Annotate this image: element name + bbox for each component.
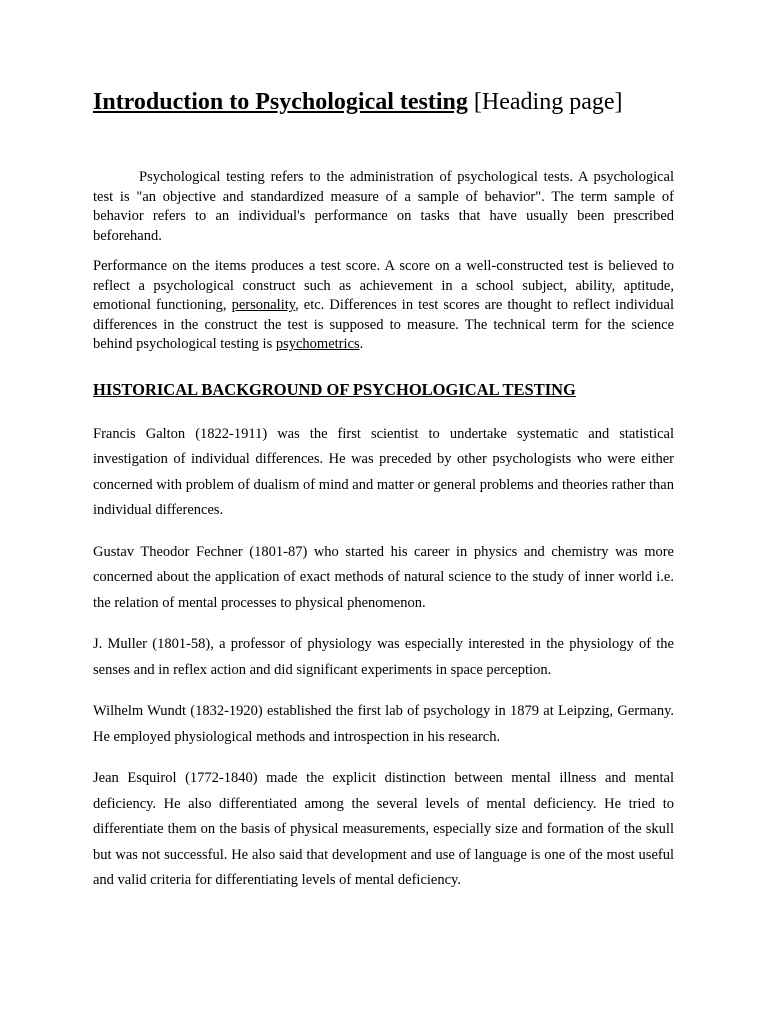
intro-paragraph-2-text-a: Performance on the items produces a test score. A score on a well-constructed test is believed to reflect a psychological construct such as achievement in a school subject, ability, aptitude, emotional functioning, — [93, 258, 674, 313]
history-paragraph-galton: Francis Galton (1822-1911) was the first scientist to undertake systematic and statistical investigation of individual differences. He was preceded by other psychologists who were either concerned with problem of dualism of mind and matter or general problems and theories rather than individual differences. — [93, 425, 674, 518]
history-paragraph-fechner: Gustav Theodor Fechner (1801-87) who started his career in physics and chemistry was more concerned about the application of exact methods of natural science to the study of inner world i.e. the relation of mental processes to physical phenomenon. — [93, 543, 674, 611]
history-paragraph-muller: J. Muller (1801-58), a professor of physiology was especially interested in the physiology of the senses and in reflex action and did significant experiments in space perception. — [93, 636, 674, 678]
history-paragraph-wundt: Wilhelm Wundt (1832-1920) established the first lab of psychology in 1879 at Leipzing, Germany. He employed physiological methods and introspection in his research. — [93, 703, 674, 745]
intro-paragraph-1: Psychological testing refers to the administration of psychological tests. A psychological test is "an objective and standardized measure of a sample of behavior". The term sample of behavior refers to an individual's performance on tasks that have usually been prescribed beforehand. — [93, 169, 674, 244]
document-body — [93, 86, 674, 894]
page-title — [93, 86, 674, 118]
intro-paragraph-2-text-b: , etc. Differences in test scores are thought to reflect individual differences in the construct the test is supposed to measure. The technical term for the science behind psychological testing is — [93, 297, 674, 352]
psychometrics-link[interactable]: psychometrics — [275, 336, 360, 352]
intro-paragraph-2 — [93, 257, 674, 355]
page-title-main: Introduction to Psychological testing — [93, 89, 468, 115]
intro-paragraph-2-text-c: . — [359, 336, 364, 352]
history-paragraph-esquirol: Jean Esquirol (1772-1840) made the explicit distinction between mental illness and mental deficiency. He also differentiated among the several levels of mental deficiency. He tried to differentiate them on the basis of physical measurements, especially size and formation of the skull but was not successful. He also said that development and use of language is one of the most useful and valid criteria for differentiating levels of mental deficiency. — [93, 770, 674, 888]
page-title-suffix: [Heading page] — [467, 89, 623, 115]
section-heading: HISTORICAL BACKGROUND OF PSYCHOLOGICAL TESTING — [93, 379, 576, 399]
personality-link[interactable]: personality — [231, 297, 296, 313]
